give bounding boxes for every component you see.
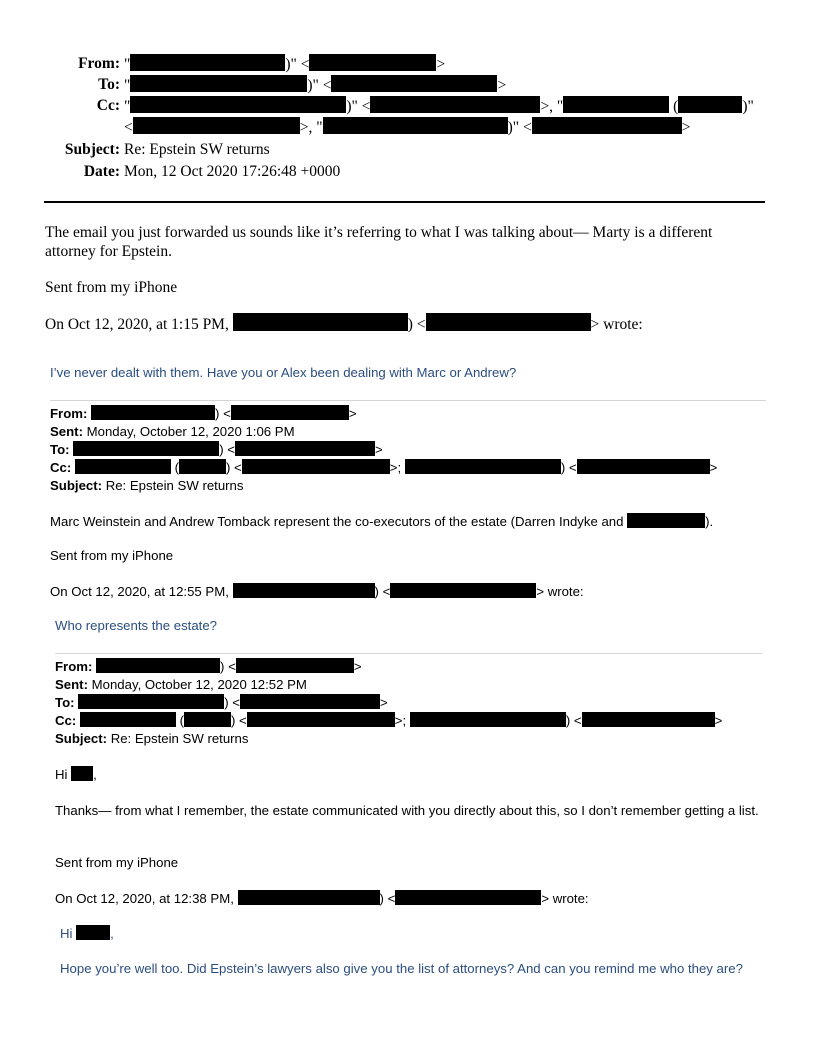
quoted-reply: Hope you’re well too. Did Epstein’s lawyers also give you the list of attorneys? And can you remind me who they are? xyxy=(60,961,743,976)
msg2-from-row: From: ) < > xyxy=(55,659,362,674)
subject-value: Re: Epstein SW returns xyxy=(124,141,270,158)
redaction xyxy=(395,890,541,905)
redaction xyxy=(76,925,110,940)
header-divider xyxy=(44,201,765,203)
msg2-body: Thanks— from what I remember, the estate communicated with you directly about this, so I don’t remember getting a list. xyxy=(55,803,759,818)
msg1-subject-row: Subject: Re: Epstein SW returns xyxy=(50,478,244,493)
redaction xyxy=(426,313,591,331)
redaction xyxy=(410,712,566,727)
redaction xyxy=(331,75,497,92)
quoted-greeting: Hi , xyxy=(60,926,114,941)
redaction xyxy=(130,96,346,113)
msg2-sent-row: Sent: Monday, October 12, 2020 12:52 PM xyxy=(55,677,307,692)
redaction xyxy=(582,712,715,727)
redaction xyxy=(405,459,561,474)
msg1-from-row: From: ) < > xyxy=(50,406,357,421)
redaction xyxy=(71,766,93,781)
redaction xyxy=(179,459,226,474)
redaction xyxy=(231,405,349,420)
redaction xyxy=(130,75,307,92)
date-row xyxy=(44,162,754,182)
msg2-to-row: To: ) < > xyxy=(55,695,388,710)
redaction xyxy=(96,658,220,673)
email-header xyxy=(44,54,754,182)
message-divider xyxy=(55,653,762,654)
date-value: Mon, 12 Oct 2020 17:26:48 +0000 xyxy=(124,163,341,180)
redaction xyxy=(80,712,176,727)
redaction xyxy=(130,54,285,71)
redaction xyxy=(240,694,380,709)
msg1-signature: Sent from my iPhone xyxy=(50,548,174,563)
subject-row xyxy=(44,140,754,160)
redaction xyxy=(233,313,408,331)
from-row: From: " )" < > xyxy=(44,54,754,75)
cc-label: Cc: xyxy=(96,97,120,114)
body-paragraph: The email you just forwarded us sounds like it’s referring to what I was talking about— Marty is a different attorney for Epstein. xyxy=(45,224,713,260)
redaction xyxy=(233,583,375,598)
redaction xyxy=(73,441,219,456)
redaction xyxy=(78,694,224,709)
redaction xyxy=(184,712,231,727)
redaction xyxy=(91,405,215,420)
msg2-quote-attribution: On Oct 12, 2020, at 12:38 PM, ) < > wrote: xyxy=(55,891,589,906)
cc-row-cont: < >, " )" < > xyxy=(124,119,691,136)
redaction xyxy=(309,54,436,71)
subject-label: Subject: xyxy=(64,141,120,158)
msg1-cc-row: Cc: ( ) < >; ) < > xyxy=(50,460,718,475)
msg1-to-row: To: ) < > xyxy=(50,442,383,457)
msg1-body: Marc Weinstein and Andrew Tomback represent the co-executors of the estate (Darren Indyke and ). xyxy=(50,514,714,529)
redaction xyxy=(75,459,171,474)
msg2-signature: Sent from my iPhone xyxy=(55,855,179,870)
redaction xyxy=(236,658,354,673)
msg1-quote-attribution: On Oct 12, 2020, at 12:55 PM, ) < > wrote: xyxy=(50,584,584,599)
msg2-subject-row: Subject: Re: Epstein SW returns xyxy=(55,731,249,746)
redaction xyxy=(532,117,682,134)
redaction xyxy=(577,459,710,474)
redaction xyxy=(627,513,705,528)
redaction xyxy=(247,712,395,727)
redaction xyxy=(238,890,380,905)
cc-row: Cc: " )" < >, " ( )" xyxy=(44,96,754,117)
redaction xyxy=(390,583,536,598)
message-divider xyxy=(50,400,766,401)
quoted-reply: I’ve never dealt with them. Have you or Alex been dealing with Marc or Andrew? xyxy=(50,365,517,380)
redaction xyxy=(235,441,375,456)
msg2-cc-row: Cc: ( ) < >; ) < > xyxy=(55,713,723,728)
redaction xyxy=(133,117,300,134)
quoted-reply: Who represents the estate? xyxy=(55,618,218,633)
msg2-greeting: Hi , xyxy=(55,767,97,782)
redaction xyxy=(370,96,540,113)
quote-attribution: On Oct 12, 2020, at 1:15 PM, ) < > wrote: xyxy=(45,313,643,334)
from-label: From: xyxy=(78,55,120,72)
to-row: To: " )" < > xyxy=(44,75,754,96)
to-label: To: xyxy=(98,76,120,93)
redaction xyxy=(323,117,508,134)
msg1-sent-row: Sent: Monday, October 12, 2020 1:06 PM xyxy=(50,424,295,439)
signature-text: Sent from my iPhone xyxy=(45,279,178,296)
redaction xyxy=(563,96,669,113)
redaction xyxy=(242,459,390,474)
date-label: Date: xyxy=(83,163,120,180)
redaction xyxy=(678,96,742,113)
